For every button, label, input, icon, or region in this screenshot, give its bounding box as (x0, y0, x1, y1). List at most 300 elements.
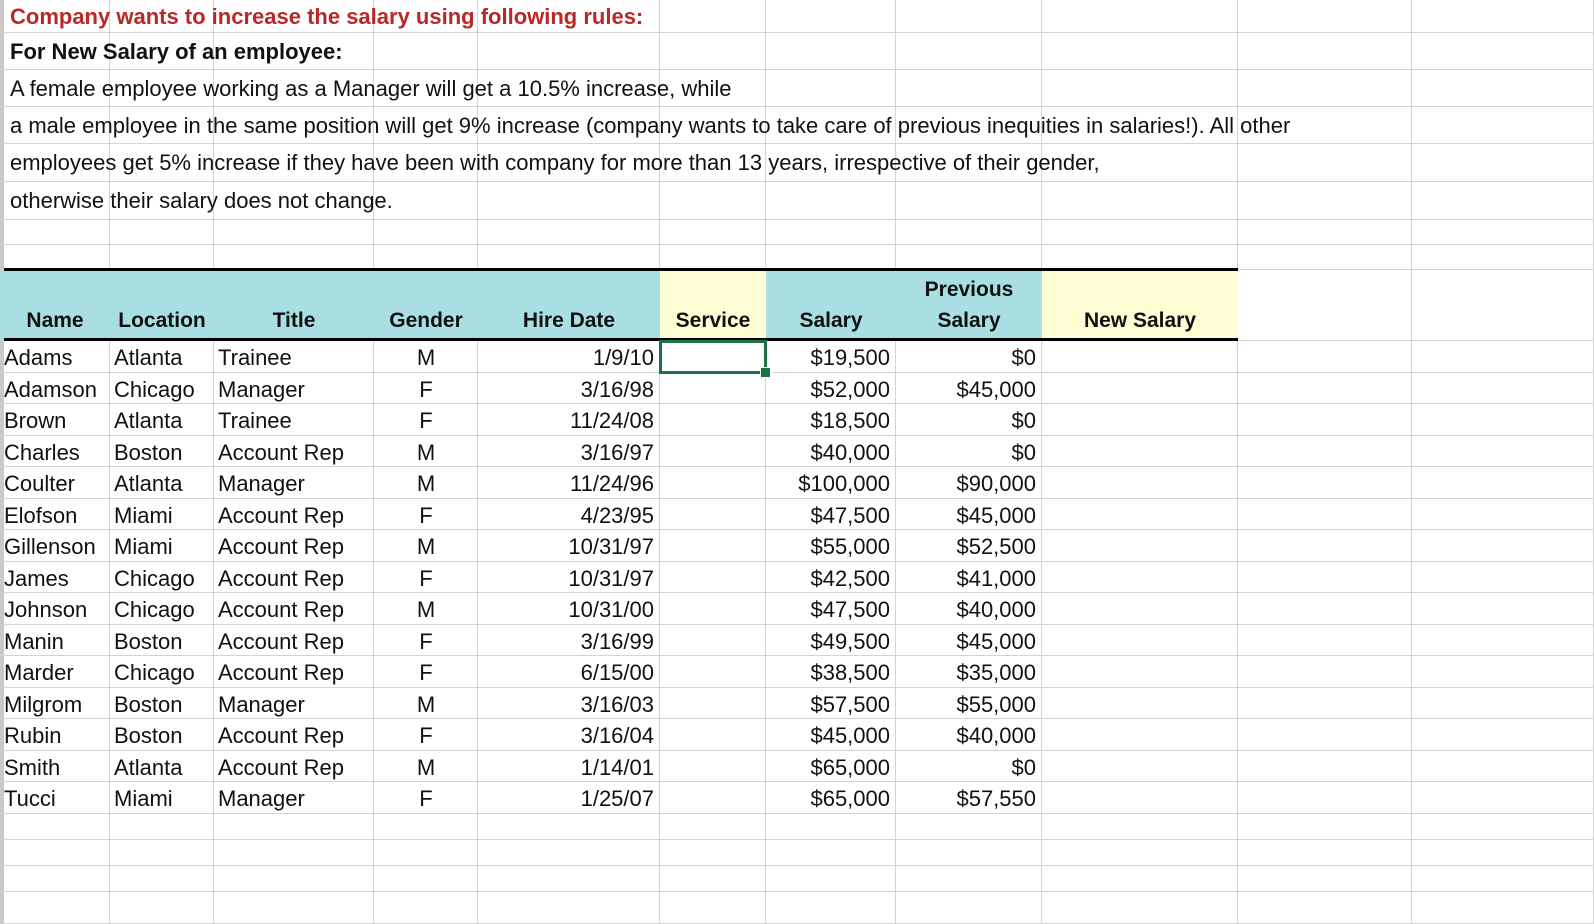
sheet-row (0, 33, 1594, 70)
sheet-row (0, 840, 1594, 866)
sheet-row (0, 245, 1594, 270)
cell[interactable] (110, 840, 214, 866)
cell-salary: $65,000 (810, 754, 890, 780)
cell[interactable] (1042, 866, 1238, 892)
instruction-text: a male employee in the same position will get 9% increase (company wants to take care of previous inequities in salaries!). All other (10, 112, 1291, 138)
cell[interactable] (1238, 719, 1412, 751)
cell-gender: M (416, 345, 436, 370)
cell[interactable] (1042, 892, 1238, 924)
cell-hire-date: 11/24/08 (569, 408, 654, 433)
cell[interactable] (766, 866, 896, 892)
cell[interactable] (1238, 373, 1412, 404)
cell-location: Boston (114, 723, 183, 748)
rules-heading: For New Salary of an employee: (10, 38, 343, 64)
cell-location: Atlanta (114, 345, 183, 370)
cell[interactable] (1042, 245, 1238, 270)
cell[interactable] (1238, 70, 1412, 107)
cell[interactable] (660, 625, 766, 656)
cell[interactable] (660, 840, 766, 866)
cell-hire-date: 3/16/97 (580, 439, 654, 465)
active-cell-selection[interactable] (659, 340, 767, 374)
cell[interactable] (1238, 467, 1412, 499)
cell-previous-salary: $0 (1011, 439, 1036, 465)
cell[interactable] (1042, 499, 1238, 530)
cell-hire-date: 1/14/01 (580, 754, 654, 780)
cell[interactable] (478, 814, 660, 840)
cell[interactable] (896, 814, 1042, 840)
cell-previous-salary: $40,000 (956, 723, 1036, 748)
cell-gender: M (416, 471, 436, 496)
cell-location: Miami (114, 786, 173, 811)
cell[interactable] (1412, 562, 1594, 593)
table-row (0, 530, 1594, 562)
cell[interactable] (1412, 866, 1594, 892)
cell[interactable] (478, 892, 660, 924)
table-row (0, 688, 1594, 719)
cell[interactable] (214, 892, 374, 924)
cell[interactable] (1238, 688, 1412, 719)
cell[interactable] (1412, 751, 1594, 782)
cell[interactable] (1042, 404, 1238, 436)
cell[interactable] (1412, 530, 1594, 562)
cell[interactable] (896, 182, 1042, 220)
cell[interactable] (1042, 751, 1238, 782)
cell-location: Chicago (114, 565, 195, 591)
cell-name: Johnson (4, 597, 88, 622)
cell-previous-salary: $0 (1011, 408, 1036, 433)
cell-location: Boston (114, 439, 183, 465)
cell-previous-salary: $41,000 (956, 565, 1036, 591)
cell[interactable] (660, 892, 766, 924)
cell-salary: $18,500 (810, 408, 890, 433)
cell-previous-salary: $45,000 (956, 376, 1036, 402)
cell-hire-date: 3/16/03 (580, 691, 654, 717)
cell-salary: $19,500 (810, 345, 890, 370)
cell[interactable] (660, 782, 766, 814)
cell-title: Manager (218, 786, 305, 811)
instruction-text: employees get 5% increase if they have been with company for more than 13 years, irrespective of their gender, (10, 150, 1100, 175)
cell[interactable] (1042, 0, 1238, 33)
cell[interactable] (766, 245, 896, 270)
cell[interactable] (896, 33, 1042, 70)
table-row (0, 593, 1594, 625)
cell-title: Account Rep (218, 565, 344, 591)
cell[interactable] (896, 866, 1042, 892)
cell[interactable] (1238, 144, 1412, 182)
cell[interactable] (660, 530, 766, 562)
col-header-gender: Gender (389, 309, 463, 332)
cell-name: Tucci (4, 786, 56, 811)
cell-salary: $57,500 (810, 691, 890, 717)
cell[interactable] (660, 814, 766, 840)
cell[interactable] (1412, 892, 1594, 924)
sheet-row (0, 220, 1594, 245)
cell[interactable] (1042, 33, 1238, 70)
col-header-new-salary: New Salary (1083, 309, 1197, 332)
cell[interactable] (766, 814, 896, 840)
sheet-row (0, 0, 1594, 33)
cell[interactable] (1042, 70, 1238, 107)
col-header-location: Location (118, 309, 206, 332)
cell[interactable] (1238, 625, 1412, 656)
cell-previous-salary: $45,000 (956, 502, 1036, 528)
table-row (0, 751, 1594, 782)
cell-location: Miami (114, 534, 173, 559)
cell[interactable] (1238, 270, 1412, 341)
sheet-row (0, 70, 1594, 107)
cell[interactable] (1042, 436, 1238, 467)
cell[interactable] (374, 840, 478, 866)
cell-hire-date: 6/15/00 (580, 660, 654, 685)
cell[interactable] (0, 840, 110, 866)
cell[interactable] (0, 866, 110, 892)
cell-previous-salary: $90,000 (956, 471, 1036, 496)
cell[interactable] (660, 499, 766, 530)
cell-location: Atlanta (114, 408, 183, 433)
cell[interactable] (1412, 436, 1594, 467)
cell[interactable] (214, 220, 374, 245)
cell[interactable] (1042, 719, 1238, 751)
cell-name: Adamson (4, 376, 97, 402)
cell-hire-date: 10/31/00 (568, 597, 654, 622)
cell[interactable] (1412, 814, 1594, 840)
col-header-previous-salary: Previous (924, 278, 1014, 301)
cell-hire-date: 1/9/10 (592, 345, 654, 370)
cell[interactable] (1412, 840, 1594, 866)
cell-hire-date: 3/16/98 (580, 376, 654, 402)
cell[interactable] (766, 182, 896, 220)
table-row (0, 562, 1594, 593)
sheet-row (0, 814, 1594, 840)
cell[interactable] (1042, 782, 1238, 814)
cell[interactable] (1238, 751, 1412, 782)
cell[interactable] (1238, 182, 1412, 220)
instruction-text: A female employee working as a Manager will get a 10.5% increase, while (10, 75, 732, 101)
cell-salary: $55,000 (810, 534, 890, 559)
cell-gender: F (419, 408, 433, 433)
cell-name: Brown (4, 408, 67, 433)
cell[interactable] (660, 719, 766, 751)
cell[interactable] (1412, 182, 1594, 220)
cell[interactable] (1412, 499, 1594, 530)
cell[interactable] (660, 866, 766, 892)
cell[interactable] (1412, 341, 1594, 373)
cell[interactable] (896, 220, 1042, 245)
header-bottom-border (4, 338, 1238, 341)
cell[interactable] (1412, 373, 1594, 404)
cell[interactable] (1238, 866, 1412, 892)
col-header-service: Service (675, 309, 751, 332)
cell-title: Account Rep (218, 597, 344, 622)
cell[interactable] (660, 220, 766, 245)
cell[interactable] (0, 245, 110, 270)
cell[interactable] (1238, 404, 1412, 436)
cell-salary: $47,500 (810, 597, 890, 622)
cell[interactable] (896, 70, 1042, 107)
cell-location: Boston (114, 691, 183, 717)
cell[interactable] (896, 0, 1042, 33)
cell[interactable] (1412, 688, 1594, 719)
cell-title: Account Rep (218, 534, 344, 559)
cell[interactable] (1042, 656, 1238, 688)
cell-title: Account Rep (218, 660, 344, 685)
cell[interactable] (1412, 245, 1594, 270)
cell-name: Elofson (4, 502, 78, 528)
cell-previous-salary: $40,000 (956, 597, 1036, 622)
col-header-hire-date: Hire Date (522, 309, 616, 332)
cell[interactable] (1042, 625, 1238, 656)
cell-title: Manager (218, 691, 305, 717)
cell-gender: F (419, 376, 433, 402)
cell[interactable] (1238, 499, 1412, 530)
cell[interactable] (1238, 840, 1412, 866)
cell[interactable] (1412, 270, 1594, 341)
cell-previous-salary: $45,000 (956, 628, 1036, 654)
cell[interactable] (374, 892, 478, 924)
table-row (0, 373, 1594, 404)
cell[interactable] (1042, 467, 1238, 499)
cell[interactable] (110, 866, 214, 892)
cell[interactable] (478, 182, 660, 220)
cell-name: Coulter (4, 471, 75, 496)
cell[interactable] (660, 467, 766, 499)
cell[interactable] (1412, 107, 1594, 144)
cell[interactable] (660, 688, 766, 719)
cell-gender: F (419, 565, 433, 591)
cell-gender: M (416, 534, 436, 559)
table-row (0, 499, 1594, 530)
cell[interactable] (110, 220, 214, 245)
cell-previous-salary: $0 (1011, 345, 1036, 370)
cell[interactable] (374, 866, 478, 892)
cell-location: Atlanta (114, 471, 183, 496)
col-header-name: Name (26, 309, 84, 332)
sheet-row (0, 892, 1594, 924)
cell-gender: M (416, 691, 436, 717)
cell[interactable] (1042, 530, 1238, 562)
col-header-salary: Salary (799, 309, 863, 332)
cell[interactable] (896, 892, 1042, 924)
cell[interactable] (660, 656, 766, 688)
table-row (0, 467, 1594, 499)
cell[interactable] (766, 0, 896, 33)
cell-salary: $42,500 (810, 565, 890, 591)
cell-title: Account Rep (218, 439, 344, 465)
cell-gender: F (419, 723, 433, 748)
cell[interactable] (766, 892, 896, 924)
cell[interactable] (1042, 373, 1238, 404)
cell[interactable] (1412, 593, 1594, 625)
sheet-row (0, 107, 1594, 144)
sheet-row (0, 182, 1594, 220)
cell-previous-salary: $35,000 (956, 660, 1036, 685)
cell[interactable] (110, 814, 214, 840)
cell[interactable] (1042, 341, 1238, 373)
cell[interactable] (374, 220, 478, 245)
cell[interactable] (766, 220, 896, 245)
cell-salary: $65,000 (810, 786, 890, 811)
cell[interactable] (1042, 593, 1238, 625)
cell-previous-salary: $57,550 (956, 786, 1036, 811)
sheet-row (0, 866, 1594, 892)
cell-salary: $38,500 (810, 660, 890, 685)
cell[interactable] (660, 182, 766, 220)
cell-name: Gillenson (4, 534, 96, 559)
cell-title: Trainee (218, 408, 292, 433)
cell-location: Boston (114, 628, 183, 654)
table-row (0, 625, 1594, 656)
cell-salary: $52,000 (810, 376, 890, 402)
cell-gender: M (416, 597, 436, 622)
cell[interactable] (896, 245, 1042, 270)
table-row (0, 404, 1594, 436)
cell-gender: F (419, 502, 433, 528)
cell[interactable] (1412, 0, 1594, 33)
table-row (0, 656, 1594, 688)
cell-hire-date: 11/24/96 (569, 471, 654, 496)
cell-gender: M (416, 439, 436, 465)
cell[interactable] (1412, 144, 1594, 182)
cell[interactable] (1238, 656, 1412, 688)
cell-name: James (4, 565, 69, 591)
cell[interactable] (1042, 688, 1238, 719)
cell[interactable] (1238, 593, 1412, 625)
cell[interactable] (214, 814, 374, 840)
cell[interactable] (1042, 840, 1238, 866)
cell[interactable] (660, 404, 766, 436)
cell[interactable] (478, 33, 660, 70)
cell[interactable] (214, 840, 374, 866)
cell[interactable] (1042, 814, 1238, 840)
cell[interactable] (1238, 220, 1412, 245)
cell-name: Adams (4, 345, 73, 370)
cell-gender: M (416, 754, 436, 780)
instruction-text: otherwise their salary does not change. (10, 188, 393, 213)
cell-salary: $47,500 (810, 502, 890, 528)
table-row (0, 719, 1594, 751)
cell-salary: $45,000 (810, 723, 890, 748)
cell[interactable] (374, 33, 478, 70)
cell-title: Manager (218, 471, 305, 496)
cell-location: Chicago (114, 660, 195, 685)
table-row (0, 782, 1594, 814)
cell[interactable] (660, 245, 766, 270)
cell[interactable] (1238, 892, 1412, 924)
cell[interactable] (660, 562, 766, 593)
cell[interactable] (766, 840, 896, 866)
cell-location: Atlanta (114, 754, 183, 780)
fill-handle[interactable] (760, 367, 771, 378)
cell[interactable] (1238, 814, 1412, 840)
cell[interactable] (0, 814, 110, 840)
cell-location: Miami (114, 502, 173, 528)
cell[interactable] (1412, 467, 1594, 499)
table-row (0, 436, 1594, 467)
cell[interactable] (1238, 436, 1412, 467)
cell-name: Milgrom (4, 691, 83, 717)
cell-title: Account Rep (218, 628, 344, 654)
cell[interactable] (110, 892, 214, 924)
cell[interactable] (1238, 530, 1412, 562)
table-row (0, 341, 1594, 373)
cell-location: Chicago (114, 376, 195, 402)
cell-previous-salary: $55,000 (956, 691, 1036, 717)
cell-salary: $40,000 (810, 439, 890, 465)
cell[interactable] (478, 220, 660, 245)
cell[interactable] (374, 814, 478, 840)
cell[interactable] (1238, 245, 1412, 270)
cell-name: Manin (4, 628, 64, 654)
cell-title: Account Rep (218, 723, 344, 748)
cell[interactable] (1412, 719, 1594, 751)
cell-previous-salary: $52,500 (956, 534, 1036, 559)
cell-gender: F (419, 786, 433, 811)
cell[interactable] (214, 245, 374, 270)
cell[interactable] (660, 33, 766, 70)
cell[interactable] (1238, 33, 1412, 70)
cell[interactable] (1042, 562, 1238, 593)
cell-hire-date: 10/31/97 (568, 565, 654, 591)
cell[interactable] (660, 593, 766, 625)
cell[interactable] (1238, 341, 1412, 373)
cell[interactable] (660, 436, 766, 467)
cell-name: Marder (4, 660, 74, 685)
cell-hire-date: 1/25/07 (580, 786, 654, 811)
cell-name: Rubin (4, 723, 62, 748)
cell-gender: F (419, 628, 433, 654)
cell[interactable] (374, 245, 478, 270)
cell[interactable] (1238, 0, 1412, 33)
cell[interactable] (478, 245, 660, 270)
cell[interactable] (660, 0, 766, 33)
cell[interactable] (1412, 70, 1594, 107)
cell[interactable] (110, 245, 214, 270)
cell[interactable] (214, 866, 374, 892)
cell[interactable] (766, 33, 896, 70)
cell[interactable] (896, 840, 1042, 866)
cell-salary: $100,000 (798, 471, 890, 496)
cell-gender: F (419, 660, 433, 685)
cell[interactable] (1412, 404, 1594, 436)
cell[interactable] (660, 373, 766, 404)
cell-location: Chicago (114, 597, 195, 622)
table-top-border (4, 268, 1238, 271)
cell[interactable] (1412, 33, 1594, 70)
cell[interactable] (1412, 782, 1594, 814)
cell[interactable] (1412, 220, 1594, 245)
cell[interactable] (1412, 656, 1594, 688)
cell[interactable] (1412, 625, 1594, 656)
col-header-previous-salary-line2: Salary (937, 309, 1001, 332)
cell-hire-date: 4/23/95 (580, 502, 654, 528)
sheet-row (0, 144, 1594, 182)
cell[interactable] (0, 220, 110, 245)
cell[interactable] (1042, 182, 1238, 220)
cell[interactable] (1238, 562, 1412, 593)
cell-hire-date: 3/16/99 (580, 628, 654, 654)
cell-title: Manager (218, 376, 305, 402)
cell[interactable] (478, 866, 660, 892)
cell[interactable] (1238, 782, 1412, 814)
cell[interactable] (1042, 220, 1238, 245)
cell[interactable] (478, 840, 660, 866)
cell[interactable] (766, 70, 896, 107)
cell-previous-salary: $0 (1011, 754, 1036, 780)
header-row (0, 270, 1594, 341)
col-header-title: Title (272, 309, 316, 332)
cell[interactable] (0, 892, 110, 924)
cell[interactable] (660, 751, 766, 782)
